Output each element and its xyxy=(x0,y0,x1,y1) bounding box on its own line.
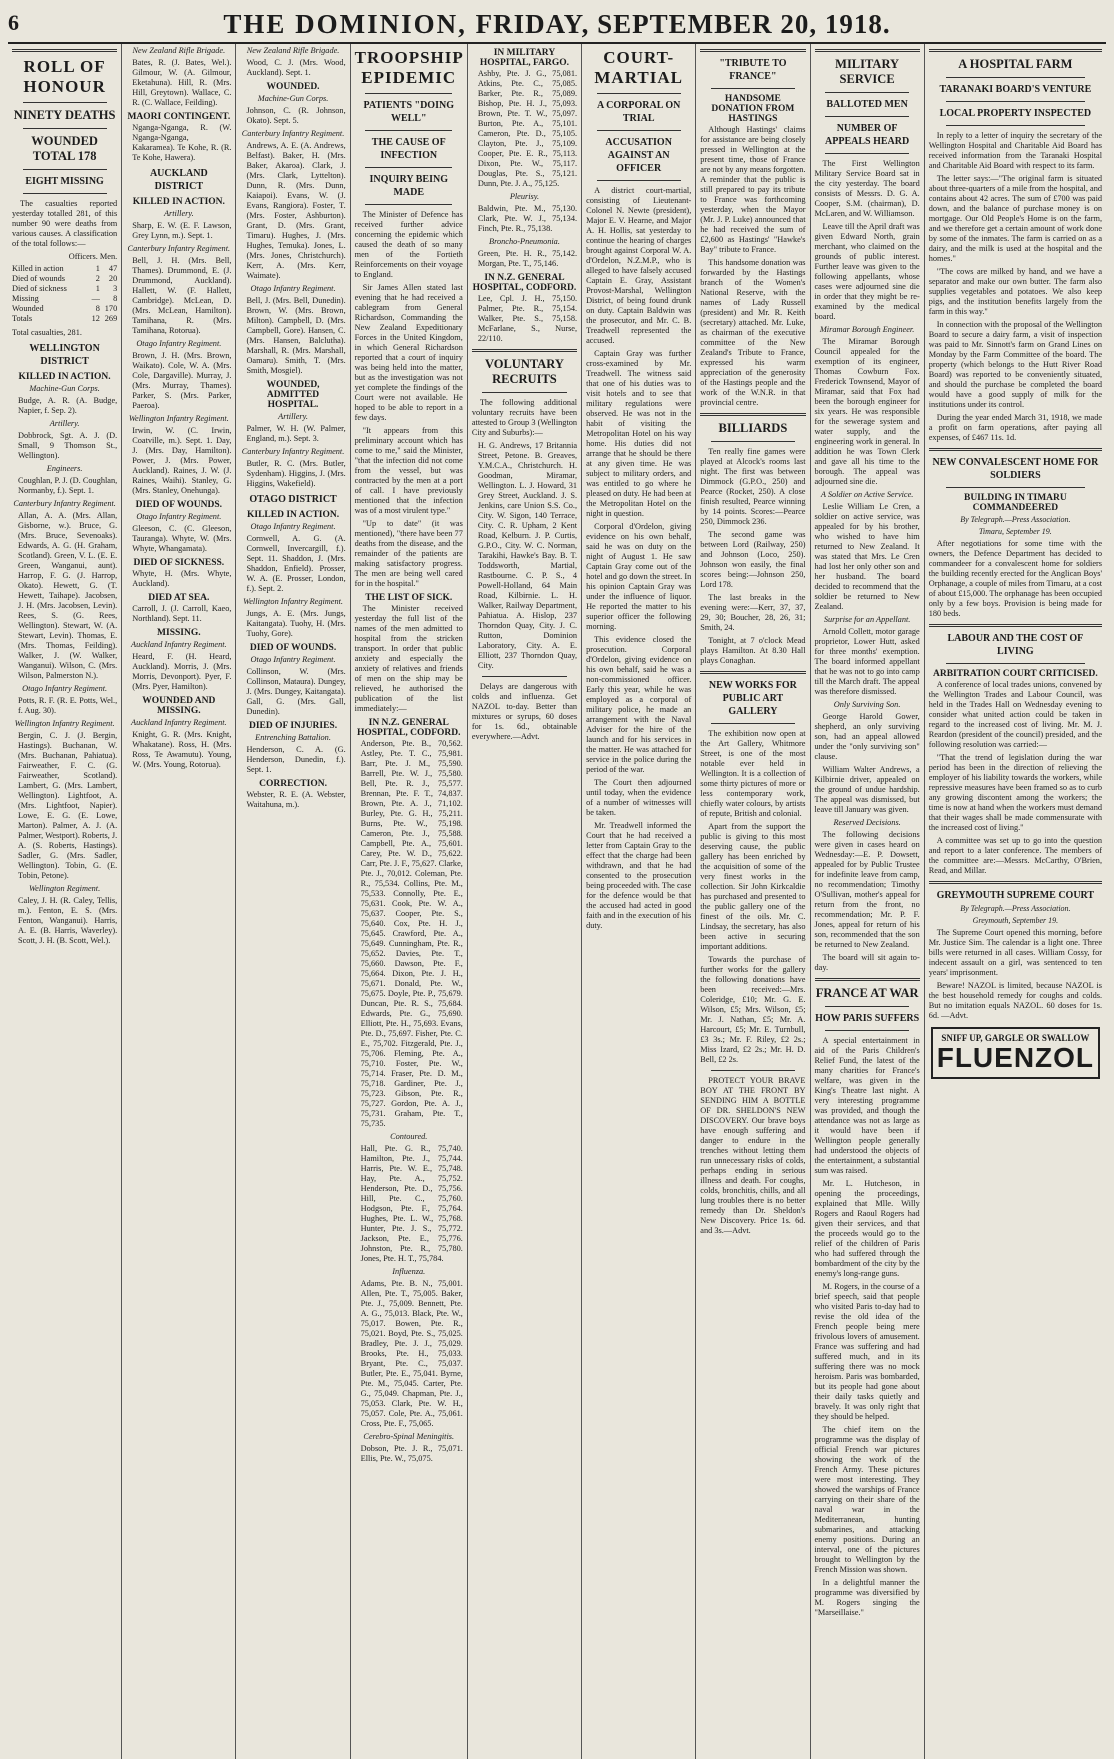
casualty-list: Johnson, C. (R. Johnson, Okato). Sept. 5. xyxy=(246,106,346,125)
illness-heading: Broncho-Pneumonia. xyxy=(489,237,560,246)
unit-heading: Artillery. xyxy=(163,209,194,218)
district-heading: WELLINGTON DISTRICT xyxy=(29,343,100,367)
convalescent-subhead: BUILDING IN TIMARU COMMANDEERED xyxy=(963,493,1067,513)
article-paragraph: During the year ended March 31, 1918, we made a profit on farm operations, after paying all expenses, of £467 11s. 1d. xyxy=(928,413,1103,442)
divider xyxy=(929,881,1102,884)
greymouth-title: GREYMOUTH SUPREME COURT xyxy=(936,890,1095,901)
casualty-list: Carroll, J. (J. Carroll, Kaeo, Northland). Sept. 11. xyxy=(132,604,232,623)
military-title: MILITARY SERVICE xyxy=(835,57,900,86)
columns xyxy=(8,44,1106,1759)
roll-title: ROLL OF HONOUR xyxy=(23,57,106,96)
page-number: 6 xyxy=(8,10,19,35)
article-paragraph: The Supreme Court opened this morning, before Mr. Justice Sim. The calendar is a light one. Three bills were returned in all cases. William Cossy, for indecent assault on a girl, was sentenced to ten years' imprisonment. xyxy=(928,928,1103,977)
military-subhead: BALLOTED MEN xyxy=(826,99,908,110)
article-paragraph: Mr. L. Hutcheson, in opening the proceedings, explained that Mlle. Willy Rogers and Raoul Rogers had given their services, and that the proceeds would go to the relief of the children of Paris who had suffered through the bombardment of the city by the enemy's long-range guns. xyxy=(814,1179,920,1278)
roll-intro: The casualties reported yesterday totalled 281, of this number 90 were deaths from various causes. A classification of the total follows:— xyxy=(12,199,118,248)
divider xyxy=(365,167,452,168)
article-paragraph: The First Wellington Military Service Board sat in the city yesterday. The board consists of Messrs. D. G. A. Cooper, S.M. (chairman), D. McLaren, and W. Williamson. xyxy=(814,159,920,218)
total-line: Total casualties, 281. xyxy=(12,328,82,337)
hospital-heading: IN N.Z. GENERAL HOSPITAL, CODFORD. xyxy=(356,718,461,738)
unit-heading: Otago Infantry Regiment. xyxy=(250,655,336,664)
hospital-subhead: LOCAL PROPERTY INSPECTED xyxy=(939,108,1092,119)
crosshead: Miramar Borough Engineer. xyxy=(819,325,915,334)
section-heading: WOUNDED. xyxy=(266,82,320,92)
roll-subhead: NINETY DEATHS xyxy=(13,108,116,122)
labour-title: LABOUR AND THE COST OF LIVING xyxy=(947,633,1084,657)
divider xyxy=(825,1006,909,1007)
article-paragraph: The chief item on the programme was the display of official French war pictures showing the work of the French Army. These pictures were most interesting. They showed the warships of France carrying on their share of the naval war in the Mediterranean, hunting submarines, and attacking enemy positions. During an interval, one of the pictures brought to Wellington by the French Mission was shown. xyxy=(814,1425,920,1574)
table-header: Officers. Men. xyxy=(68,252,118,261)
section-heading: WOUNDED, ADMITTED HOSPITAL. xyxy=(266,380,320,410)
hospital-title: A HOSPITAL FARM xyxy=(958,57,1073,71)
unit-heading: Engineers. xyxy=(46,464,83,473)
divider xyxy=(365,130,452,131)
patient-list: Dobson, Pte. J. R., 75,071. Ellis, Pte. W., 75,075. xyxy=(360,1444,463,1463)
byline: By Telegraph.—Press Association. xyxy=(960,515,1071,524)
divider xyxy=(700,49,805,52)
dateline: Timaru, September 19. xyxy=(978,527,1052,536)
court-subhead: ACCUSATION AGAINST AN OFFICER xyxy=(605,137,672,174)
unit-heading: Otago Infantry Regiment. xyxy=(250,284,336,293)
divider xyxy=(825,1030,909,1031)
column-court-continued xyxy=(695,44,809,1759)
crosshead: Reserved Decisions. xyxy=(833,818,901,827)
casualty-list: Andrews, A. E. (A. Andrews, Belfast). Baker, H. (Mrs. Baker, Akaroa). Clark, J. (Mrs. Clark, Lyttelton). Dunn, R. (Mrs. Dunn, Kaiapoi). Evans, W. (J. Evans, Rangiora). Foster, T. (Mrs. Foster, Ashburton). Grant, D. (Mrs. Grant, Timaru). Hughes, J. (Mrs. Hughes, Temuka). Jones, L. (Mrs. Jones, Christchurch). Kerr, A. (Mrs. Kerr, Waimate). xyxy=(246,141,346,280)
illness-heading: Pleurisy. xyxy=(509,192,540,201)
divider xyxy=(365,93,452,94)
row-officers: — xyxy=(91,294,100,303)
row-label: Died of sickness xyxy=(12,284,67,293)
unit-heading: Machine-Gun Corps. xyxy=(29,384,100,393)
article-paragraph: Sir James Allen stated last evening that he had received a cablegram from General Richardson, Commanding the New Zealand Expeditionary Forces in the United Kingdom, in which General Richardson reported that a court of inquiry was being held into the matter, but as the investigation was not yet complete the findings of the Court were not available. He hoped to be able to report in a few days. xyxy=(354,283,463,422)
article-paragraph: The following decisions were given in cases heard on Wednesday:—E. P. Dowsett, appealed for by Public Trustee for indefinite leave from camp, no recommendation; Timothy O'Sullivan, mother's appeal for return from the front, no recommendation; Mr. P. F. Jones, appeal for return of his son, recommended that the son be returned to New Zealand. xyxy=(814,830,920,949)
article-paragraph: A district court-martial, consisting of Lieutenant-Colonel N. Newte (president), Major E. V. Hearne, and Major A. H. Hollis, sat yesterday to continue the hearing of charges brought against Corporal W. A. d'Ordelon, N.Z.M.P., who is alleged to have falsely accused Captain E. Gray, Assistant Provost-Marshal, Wellington District, of being found drunk on duty. Captain Baldwin was the prosecutor, and Mr. C. B. Treadwell represented the accused. xyxy=(586,186,692,345)
epidemic-subhead: INQUIRY BEING MADE xyxy=(369,174,448,198)
casualty-list: Dobbrock, Sgt. A. J. (D. Small, 9 Thomson St., Wellington). xyxy=(18,431,118,460)
article-paragraph: William Walter Andrews, a Kilbirnie driver, appealed on the ground of undue hardship. The appeal was dismissed, but leave till January was given. xyxy=(814,765,920,814)
divider xyxy=(946,101,1085,102)
billiards-title: BILLIARDS xyxy=(718,421,788,435)
patient-list: Ashby, Pte. J. G., 75,081. Atkins, Pte. C., 75,085. Barker, Pte. R., 75,089. Bishop, Pte. H. J., 75,093. Brown, Pte. T. W., 75,097. Burton, Pte. A., 75,101. Cameron, Pte. D., 75,105. Clayton, Pte. J., 75,109. Cooper, Pte. E. R., 75,113. Dixon, Pte. W., 75,117. Douglas, Pte. S., 75,121. Dunn, Pte. J. A., 75,125. xyxy=(477,69,578,188)
crosshead: A Soldier on Active Service. xyxy=(820,490,914,499)
divider xyxy=(946,663,1085,664)
article-paragraph: Captain Gray was further cross-examined by Mr. Treadwell. The witness said that one of his duties was to visit hotels and to see that military regulations were observed. He was not in the habit of visiting the Metropolitan Hotel on his way home. His duties did not arrange that he should be there at any given time. He was subject to military orders, and was entitled to go where he pleased on duty. He had been at the Metropolitan Hotel on the night in question. xyxy=(586,349,692,518)
article-paragraph: In connection with the proposal of the Wellington Board to secure a dairy farm, a visit of inspection was paid to Mr. Sinnott's farm on Grand Lines on Monday by the Farm Committee of the board. The property (which belongs to the Hutt River Road Board) was reported to be conveniently situated, and should the purchase be completed the board would have a good supply of milk for the institutions under its control. xyxy=(928,320,1103,409)
article-paragraph: A special entertainment in aid of the Paris Children's Relief Fund, the latest of the many charities for France's welfare, was given in the King's Theatre last night. A very interesting programme was provided, and though the attendance was not as large as it would have been if Wellington people generally had understood the objects of the entertainment, a substantial sum was raised. xyxy=(814,1036,920,1175)
dateline: Greymouth, September 19. xyxy=(972,916,1059,925)
article-paragraph: Towards the purchase of further works for the gallery the following donations have been received:—Mrs. Coleridge, £10; Mr. G. E. Wilson, £5; Mrs. Wilson, £5; Mr. J. Nathan, £5; Mr. A. Harcourt, £5; Mr. E. Turnbull, £3 3s.; Mr. F. Riley, £2 2s.; Miss Izard, £2 2s.; Mr. H. D. Bell, £2 2s. xyxy=(700,955,806,1064)
hospital-heading: IN MILITARY HOSPITAL, FARGO. xyxy=(479,48,570,68)
article-paragraph: In reply to a letter of inquiry the secretary of the Wellington Hospital and Charitable Aid Board has received information from the Taranaki Hospital and Charitable Aid Board with respect to its farm. xyxy=(928,131,1103,170)
france-at-war-subhead: HOW PARIS SUFFERS xyxy=(815,1013,920,1024)
advertisement-text: Beware! NAZOL is limited, because NAZOL is the best household remedy for coughs and colds. But no imitation equals NAZOL. 60 doses for 1s. 6d. —Advt. xyxy=(928,981,1103,1020)
casualty-list: Potts, R. F. (R. E. Potts, Wel., f. Aug. 30). xyxy=(18,696,118,715)
divider xyxy=(700,671,805,674)
casualty-list: Whyte, H. (Mrs. Whyte, Auckland). xyxy=(132,569,232,588)
column-roll-otago xyxy=(235,44,349,1759)
divider xyxy=(929,448,1102,451)
row-men: 8 xyxy=(113,294,118,303)
district-heading: AUCKLAND DISTRICT xyxy=(149,168,208,192)
casualty-list: Gleeson, C. (C. Gleeson, Tauranga). Whyte, W. (Mrs. Whyte, Whangamata). xyxy=(132,524,232,553)
row-officers: 1 xyxy=(95,264,100,273)
france-tribute-title: "TRIBUTE TO FRANCE" xyxy=(719,58,787,82)
top-rule xyxy=(12,49,117,52)
divider xyxy=(597,93,681,94)
row-men: 269 xyxy=(104,314,118,323)
patient-list: Adams, Pte. B. N., 75,001. Allen, Pte. T., 75,005. Baker, Pte. J., 75,009. Bennett, Pte. A. G., 75,013. Black, Pte. W., 75,017. Bowen, Pte. R., 75,021. Boyd, Pte. S., 75,025. Bradley, Pte. J. J., 75,029. Brooks, Pte. H., 75,033. Bryant, Pte. C., 75,037. Butler, Pte. E., 75,041. Byrne, Pte. M., 75,045. Carter, Pte. G., 75,049. Chapman, Pte. J., 75,053. Clark, Pte. W. H., 75,057. Cole, Pte. A., 75,061. Cross, Pte. F., 75,065. xyxy=(360,1279,463,1428)
unit-heading: Wellington Infantry Regiment. xyxy=(128,414,229,423)
convalescent-title: NEW CONVALESCENT HOME FOR SOLDIERS xyxy=(932,457,1099,481)
casualty-list: Jungs, A. E. (Mrs. Jungs, Kaitangata). Tuohy, H. (Mrs. Tuohy, Gore). xyxy=(246,609,346,638)
divider xyxy=(825,92,909,93)
divider xyxy=(929,49,1102,52)
crosshead: Only Surviving Son. xyxy=(833,700,901,709)
ad-tagline: SNIFF UP, GARGLE OR SWALLOW xyxy=(941,1033,1090,1043)
unit-heading: Wellington Infantry Regiment. xyxy=(14,719,115,728)
court-subhead: A CORPORAL ON TRIAL xyxy=(597,100,681,124)
table-row xyxy=(12,294,117,304)
column-military-service xyxy=(810,44,924,1759)
column-hospital-farm xyxy=(924,44,1106,1759)
divider xyxy=(23,193,107,194)
column-court-martial xyxy=(581,44,695,1759)
section-heading: MISSING. xyxy=(157,628,201,638)
military-subhead: NUMBER OF APPEALS HEARD xyxy=(825,123,910,147)
section-heading: CORRECTION. xyxy=(259,779,327,789)
article-paragraph: After negotiations for some time with the owners, the Defence Department has decided to commandeer for a convalescent home for soldiers the building recently erected for the Anglican Boys' Orphanage, a couple of miles from Timaru, at a cost of about £15,000. The orphanage has been occupied only by a few boys. Provision is being made for 180 beds. xyxy=(928,539,1103,618)
casualty-list: Bell, J. (Mrs. Bell, Dunedin). Brown, W. (Mrs. Brown, Milton). Campbell, D. (Mrs. Campbell, Gore). Hansen, C. (Mrs. Hansen, Balclutha). Marshall, R. (Mrs. Marshall, Oamaru). Smith, T. (Mrs. Smith, Mosgiel). xyxy=(246,296,346,375)
advertisement-text: Delays are dangerous with colds and influenza. Get NAZOL to-day. Better than mixtures or syrups, 60 doses for 1s. 6d., obtainable everywhere.—Advt. xyxy=(471,682,578,741)
article-paragraph: Tonight, at 7 o'clock Mead plays Hamilton. At 8.30 Hall plays Conaghan. xyxy=(700,636,806,665)
row-men: 47 xyxy=(108,264,118,273)
unit-heading: Wellington Regiment. xyxy=(29,884,101,893)
article-paragraph: The second game was between Lord (Railway, 250) and Johnson (Loco, 250). Johnson won easily, the final scores being:—Johnson 250, Lord 178. xyxy=(700,530,806,589)
district-heading: OTAGO DISTRICT xyxy=(249,494,337,505)
volunteers-title: VOLUNTARY RECRUITS xyxy=(484,357,564,386)
art-gallery-title: NEW WORKS FOR PUBLIC ART GALLERY xyxy=(708,680,797,717)
article-paragraph: A conference of local trades unions, convened by the Wellington Trades and Labour Council, was held in the Trades Hall on Wednesday evening to consider what united action could be taken in regard to the increased cost of living. Mr. M. J. Reardon (president of the council) presided, and the following resolution was carried:— xyxy=(928,680,1103,749)
article-paragraph: "That the trend of legislation during the war period has been in the direction of relieving the employer of his liability towards the workers, while repressive measures have been framed so as to curb any growing discontent among the workers; the time is now at hand when the workers must demand that their wages shall be made commensurate with the increased cost of living." xyxy=(928,753,1103,832)
patient-list: Baldwin, Pte. M., 75,130. Clark, Pte. W. J., 75,134. Finch, Pte. R., 75,138. xyxy=(477,204,578,233)
issue-date: FRIDAY, SEPTEMBER 20, 1918. xyxy=(475,9,891,39)
row-label: Wounded xyxy=(12,304,44,313)
court-title: COURT-MARTIAL xyxy=(594,48,683,87)
article-paragraph: The board will sit again to-day. xyxy=(814,953,920,972)
article-paragraph: This evidence closed the prosecution. Corporal d'Ordelon, giving evidence on his own behalf, said he was a non-commissioned officer. Early this year, while he was employed as a corporal of military police, he made an arrangement with the Naval Adviser for the hire of the launch and for his services in the matter. He was attached for service in the police during the period of the war. xyxy=(586,635,692,774)
section-heading: DIED OF INJURIES. xyxy=(249,721,338,731)
section-heading: KILLED IN ACTION. xyxy=(18,372,111,382)
article-paragraph: George Harold Gower, shepherd, an only surviving son, had an appeal allowed under the "only surviving son" clause. xyxy=(814,712,920,761)
column-epidemic-continued xyxy=(467,44,581,1759)
row-label: Killed in action xyxy=(12,264,64,273)
masthead xyxy=(8,6,1106,44)
divider xyxy=(711,1070,795,1071)
table-row xyxy=(12,274,117,284)
patient-list: Green, Pte. H. R., 75,142. Morgan, Pte. T., 75,146. xyxy=(477,249,578,268)
patient-list: Lee, Cpl. J. H., 75,150. Palmer, Pte. R., 75,154. Walker, Pte. S., 75,158. McFarlane, S., Nurse, 22/110. xyxy=(477,294,578,343)
section-heading: MAORI CONTINGENT. xyxy=(127,112,231,122)
article-paragraph: The exhibition now open at the Art Gallery, Whitmore Street, is one of the most notable ever held in Wellington. It is a collection of some thirty pictures of more or less contemporary work, chiefly water colours, by artists of repute, British and colonial. xyxy=(700,729,806,818)
crosshead: Surprise for an Appellant. xyxy=(823,615,911,624)
casualty-list: Collinson, W. (Mrs. Collinson, Mataura). Dungey, J. (Mrs. Dungey, Kaitangata). Gall, G. (Mrs. Gall, Dunedin). xyxy=(246,667,346,716)
casualty-list: Henderson, C. A. (G. Henderson, Dunedin, f.). Sept. 1. xyxy=(246,745,346,774)
fluenzol-advertisement xyxy=(931,1027,1100,1079)
section-heading: DIED OF WOUNDS. xyxy=(135,500,222,510)
casualty-list: Sharp, E. W. (E. F. Lawson, Grey Lynn, m.). Sept. 1. xyxy=(132,221,232,240)
section-heading: WOUNDED AND MISSING. xyxy=(142,696,216,716)
divider xyxy=(365,204,452,205)
unit-heading: Otago Infantry Regiment. xyxy=(250,522,336,531)
divider xyxy=(825,116,909,117)
divider xyxy=(23,102,107,103)
column-roll-continued xyxy=(121,44,235,1759)
recruit-list: H. G. Andrews, 17 Britannia Street, Petone. B. Greaves, Y.M.C.A., Christchurch. H. Goodman, Miramar, Wellington. L. J. Howard, 31 Grey Street, Auckland. J. S. Jenkins, care Union S.S. Co., City. W. Sigon, 140 Terrace, City. C. R. Upham, 2 Kent Road, Kelburn. J. P. Curtis, G.P.O., City. W. C. Norman, Tarakihi, Hawke's Bay. B. T. Toddsworth, Martial, Rastbourne. C. P. S., 4 Powell-Holland, 64 Main Road, Kilbirnie. L. H. Walker, Railway Department, Pahiatua. A. Hislop, 237 Thorndon Quay, City. J. C. Rutton, Dominion Laboratory, City. A. E. Elliott, 237 Thorndon Quay, City. xyxy=(477,441,578,670)
article-paragraph: The Miramar Borough Council appealed for the exemption of its engineer, Thomas Cowburn Fox. Frederick Townsend, Mayor of Miramar, said that Fox had been the borough engineer for six years. He was responsible for the sewerage system and water supply, and the engineering work in general. In addition he was Town Clerk and gave all his time to the borough. The appeal was adjourned sine die. xyxy=(814,337,920,486)
divider xyxy=(700,413,805,416)
paper-name: THE DOMINION, xyxy=(223,9,467,39)
patient-list: Hall, Pte. G. R., 75,740. Hamilton, Pte. J., 75,744. Harris, Pte. W. E., 75,748. Hay, Pte. A., 75,752. Henderson, Pte. D., 75,756. Hill, Pte. C., 75,760. Hodgson, Pte. F., 75,764. Hughes, Pte. L. W., 75,768. Hunter, Pte. J. S., 75,772. Jackson, Pte. E., 75,776. Johnston, Pte. R., 75,780. Jones, Pte. H. T., 75,784. xyxy=(360,1144,463,1263)
section-heading: KILLED IN ACTION. xyxy=(246,510,340,520)
article-paragraph: M. Rogers, in the course of a brief speech, said that people who visited Paris to-day had to revise the old idea of the French people being mere frivolous lovers of amusement. France was suffering and had suffered much, and in its suffering there was no mock heroism. Paris was bombarded, but its people had gone about their daily tasks quietly and bravely. It was only right that they should be helped. xyxy=(814,1282,920,1421)
unit-heading: Canterbury Infantry Regiment. xyxy=(241,129,345,138)
divider xyxy=(482,676,566,677)
column-roll-of-honour xyxy=(8,44,121,1759)
unit-heading: Auckland Infantry Regiment. xyxy=(131,718,227,727)
unit-heading: Canterbury Infantry Regiment. xyxy=(241,447,345,456)
row-officers: 1 xyxy=(95,284,100,293)
patient-list: Anderson, Pte. B., 70,562. Astley, Pte. T. C., 75,981. Barr, Pte. J. M., 75,590. Barrell, Pte. W. J., 75,580. Bell, Pte. R. J., 75,577. Brennan, Pte. F. T., 74,837. Brown, Pte. A. J., 71,102. Burley, Pte. G. H., 75,211. Burns, Pte. W., 75,198. Cameron, Pte. J., 75,588. Campbell, Pte. A., 75,601. Carey, Pte. W. D., 75,622. Carr, Pte. J. F., 75,627. Clarke, Pte. J., 70,012. Coleman, Pte. R., 75,534. Collins, Pte. M., 75,533. Connolly, Pte. E., 75,631. Cook, Pte. W. A., 75,637. Cooper, Pte. S., 75,640. Cox, Pte. H. J., 75,645. Crawford, Pte. A., 75,649. Cunningham, Pte. R., 75,652. Davies, Pte. T., 75,660. Dawson, Pte. F., 75,664. Dixon, Pte. J. H., 75,671. Donald, Pte. W., 75,675. Doyle, Pte. P., 75,679. Duncan, Pte. R. S., 75,684. Edwards, Pte. G., 75,690. Elliott, Pte. H., 75,693. Evans, Pte. D., 75,697. Fisher, Pte. C. E., 75,702. Fitzgerald, Pte. J., 75,706. Fleming, Pte. A., 75,710. Foster, Pte. W., 75,714. Fraser, Pte. D. M., 75,718. Gardiner, Pte. J., 75,723. Gibson, Pte. R., 75,727. Gordon, Pte. A. J., 75,731. Graham, Pte. T., 75,735. xyxy=(360,739,463,1128)
unit-heading: Otago Infantry Regiment. xyxy=(136,512,222,521)
divider xyxy=(946,125,1085,126)
casualty-list: Palmer, W. H. (W. Palmer, England, m.). Sept. 3. xyxy=(246,424,346,443)
casualty-list: Irwin, W. (C. Irwin, Coatville, m.). Sept. 1. Day, J. (Mrs. Day, Hamilton). Power, J. (Mrs. Power, Auckland). Raines, J. W. (J. Raines, Waihi). Stanley, G. (Mrs. Stanley, Onehunga). xyxy=(132,426,232,495)
divider xyxy=(946,77,1085,78)
article-paragraph: In a delightful manner the programme was diversified by M. Rogers singing the "Marseillaise." xyxy=(814,1578,920,1617)
column-troopship-epidemic xyxy=(350,44,467,1759)
row-label: Totals xyxy=(12,314,33,323)
article-paragraph: "The cows are milked by hand, and we have a separator and make our own butter. The farm also supplies vegetables and potatoes. We also keep pigs, and the institution benefits largely from the farm in this way." xyxy=(928,267,1103,316)
labour-subhead: ARBITRATION COURT CRITICISED. xyxy=(932,669,1098,679)
france-tribute-subhead: HANDSOME DONATION FROM HASTINGS xyxy=(711,94,795,124)
row-label: Died of wounds xyxy=(12,274,66,283)
divider xyxy=(23,128,107,129)
casualty-list: Coughlan, P. J. (D. Coughlan, Normanby, f.). Sept. 1. xyxy=(18,476,118,495)
epidemic-title: TROOPSHIP EPIDEMIC xyxy=(354,48,464,87)
france-at-war-title: FRANCE AT WAR xyxy=(815,986,919,1000)
article-paragraph: The Court then adjourned until today, when the evidence of a number of witnesses will be taken. xyxy=(586,778,692,817)
unit-heading: Otago Infantry Regiment. xyxy=(136,339,222,348)
casualty-list: Brown, J. H. (Mrs. Brown, Waikato). Cole, W. A. (Mrs. Cole, Dargaville). Murray, J. (Mrs. Murray, Thames). Parker, S. (Mrs. Parker, Paeroa). xyxy=(132,351,232,410)
casualty-list: Bates, R. (J. Bates, Wel.). Gilmour, W. (A. Gilmour, Eketahuna). Hill, R. (Mrs. Hill, Greytown). Wallace, C. R. (C. Wallace, Feilding). xyxy=(132,58,232,107)
section-heading: DIED OF WOUNDS. xyxy=(249,643,337,653)
article-paragraph: Although Hastings' claims for assistance are being closely pressed in Wellington at the present time, those of France are not by any means forgotten. A reminder that the public is still prepared to pay its tribute to France was forthcoming yesterday, when the Mayor (Mr. J. P. Luke) announced that he had received the sum of £2,600 as Hastings' "Hawke's Bay" tribute to France. xyxy=(700,125,806,254)
ad-brand: FLUENZOL xyxy=(936,1042,1095,1073)
divider xyxy=(825,153,909,154)
article-paragraph: Corporal d'Ordelon, giving evidence on his own behalf, said he was on duty on the night of August 1. He saw Captain Gray come out of the hotel and go down the street. In his opinion Captain Gray was under the influence of liquor. He reported the matter to his superior officer the following morning. xyxy=(586,522,692,631)
epidemic-subhead: THE CAUSE OF INFECTION xyxy=(371,137,446,161)
casualty-list: Caley, J. H. (R. Caley, Tellis, m.). Fenton, E. S. (Mrs. Fenton, Wanganui). Harris, A. E. (B. Harris, Waverley). Scott, J. H. (B. Scott, Wel.). xyxy=(18,896,118,945)
casualty-list: Cornwell, A. G. (A. Cornwell, Invercargill, f.). Sept. 11. Shaddon, J. (Mrs. Shaddon, Enfield). Prosser, W. A. (E. Prosser, London, f.). Sept. 2. xyxy=(246,534,346,593)
unit-heading: New Zealand Rifle Brigade. xyxy=(246,46,340,55)
unit-heading: Wellington Infantry Regiment. xyxy=(243,597,344,606)
unit-heading: Artillery. xyxy=(278,412,308,421)
article-paragraph: Apart from the support the public is giving to this most deserving cause, the public gallery has been enriched by the acquisition of some of the very finest works in the collection. Sir John Kirkcaldie has purchased and presented to the public gallery one of the finest of the oils. Mr. C. Lindsay, the secretary, has also been active in securing important additions. xyxy=(700,822,806,951)
newspaper-title xyxy=(8,9,1106,40)
casualty-list: Butler, R. C. (Mrs. Butler, Sydenham). Higgins, J. (Mrs. Higgins, Wakefield). xyxy=(246,459,346,488)
casualty-list: Budge, A. R. (A. Budge, Napier, f. Sep. 2). xyxy=(18,396,118,415)
hospital-heading: IN N.Z. GENERAL HOSPITAL, CODFORD. xyxy=(472,273,577,293)
unit-heading: Canterbury Infantry Regiment. xyxy=(127,244,231,253)
unit-heading: Machine-Gun Corps. xyxy=(257,94,329,103)
casualty-list: Allan, A. A. (Mrs. Allan, Gisborne, w.). Bruce, G. (Mrs. Bruce, Sevenoaks). Edwards, A. G. (H. Graham, Scotland). Green, V. L. (E. E. Green, Wanganui, aunt). Harrop, F. G. (J. Harrop, Okato). Hewett, G. (T. Hewett, Taihape). Jacobsen, J. H. (Mrs. Jacobsen, Levin). Rees, S. (G. Rees, Wellington). Stewart, W. (A. Stewart, Levin). Thomas, E. (Mrs. Thomas, Feilding). Walker, J. (W. Walker, Wanganui). Wilson, C. (Mrs. Wilson, Palmerston N.). xyxy=(18,511,118,680)
divider xyxy=(711,88,795,89)
casualty-list: Heard, F. (H. Heard, Auckland). Morris, J. (Mrs. Morris, Devonport). Pyer, F. (Mrs. Pyer, Hamilton). xyxy=(132,652,232,691)
divider xyxy=(472,349,577,352)
article-paragraph: Leave till the April draft was given Edward North, grain merchant, who claimed on the grounds of public interest. Further leave was given to the following appellants, whose cases were adjourned sine die in order that they might be re-examined by the medical board. xyxy=(814,222,920,321)
roll-subhead: WOUNDED TOTAL 178 xyxy=(31,134,98,163)
table-row xyxy=(12,304,117,314)
illness-heading: Influenza. xyxy=(392,1267,426,1276)
section-heading: KILLED IN ACTION. xyxy=(132,197,225,207)
row-men: 170 xyxy=(104,304,118,313)
divider xyxy=(597,130,681,131)
section-heading: DIED AT SEA. xyxy=(148,593,210,603)
article-paragraph: The last breaks in the evening were:—Kerr, 37, 37, 29, 30; Boucher, 28, 26, 31; Smith, 24. xyxy=(700,593,806,632)
divider xyxy=(815,978,920,981)
row-men: 3 xyxy=(113,284,118,293)
article-paragraph: Arnold Collett, motor garage proprietor, Lower Hutt, asked for three months' exemption. The board informed appellant that he was not to go into camp till the March draft. The appeal was therefore dismissed. xyxy=(814,627,920,696)
article-paragraph: Ten really fine games were played at Alcock's rooms last night. The first was between Dimmock (G.P.O., 250) and Pearce (Rocket, 250). A close finish resulted, Pearce winning by 14 points. Scores:—Pearce 250, Dimmock 236. xyxy=(700,447,806,526)
casualty-list: Bergin, C. J. (J. Bergin, Hastings). Buchanan, W. (Mrs. Buchanan, Pahiatua). Fairweather, F. C. (G. Fairweather, Scotland). Lambert, G. (Mrs. Lambert, Wellington). Lightfoot, A. (Mrs. Lightfoot, Napier). Lowe, E. G. (E. Lowe, Marton). Palmer, A. J. (A. Palmer, Westport). Roberts, J. A. (S. Roberts, Hastings). Sadler, G. (Mrs. Sadler, Wellington). Tobin, G. (E. Tobin, Petone). xyxy=(18,731,118,880)
casualty-list: Webster, R. E. (A. Webster, Waitahuna, m.). xyxy=(246,790,346,809)
casualty-list: Knight, G. R. (Mrs. Knight, Whakatane). Ross, H. (Mrs. Ross, Te Awamutu). Young, W. (Mrs. Young, Rotorua). xyxy=(132,730,232,769)
divider xyxy=(597,180,681,181)
divider xyxy=(23,169,107,170)
article-paragraph: A committee was set up to go into the question and report to a later conference. The members of the committee are:—Messrs. McCarthy, O'Brien, Read, and Millar. xyxy=(928,836,1103,875)
divider xyxy=(946,487,1085,488)
casualty-table xyxy=(12,264,117,324)
article-paragraph: Leslie William Le Cren, a soldier on active service, was appealed for by his brother, who wished to have him returned to New Zealand. It was stated that Mrs. Le Cren had lost her only other son and her husband. The board decided to recommend that the soldier be returned to New Zealand. xyxy=(814,502,920,611)
divider xyxy=(482,392,566,393)
unit-heading: New Zealand Rifle Brigade. xyxy=(132,46,226,55)
casualty-list: Bell, J. H. (Mrs. Bell, Thames). Drummond, E. (J. Drummond, Auckland). Hallett, W. (F. Hallett, Cambridge). McLean, D. (Mrs. McLean, Hamilton). Tamihana, R. (Mrs. Tamihana, Rotorua). xyxy=(132,256,232,335)
article-paragraph: The following additional voluntary recruits have been attested to Group 3 (Wellington City and Suburbs):— xyxy=(471,398,578,437)
table-row xyxy=(12,284,117,294)
article-paragraph: The Minister received yesterday the full list of the names of the men admitted to hospital from the stricken transport. In order that public anxiety and especially the anxiety of relatives and friends of men on the ship may be relieved, he authorised the publication of the list immediately:— xyxy=(354,604,463,713)
row-officers: 2 xyxy=(95,274,100,283)
section-heading: DIED OF SICKNESS. xyxy=(133,558,225,568)
row-officers: 8 xyxy=(95,304,100,313)
article-paragraph: The Minister of Defence has received further advice concerning the epidemic which caused the death of so many men of the Fortieth Reinforcements on their voyage to England. xyxy=(354,210,463,279)
article-paragraph: "It appears from this preliminary account which has come to me," said the Minister, "that the infection did not come from the vessel, but was contracted by the men at a port of call. I have previously mentioned that the infection was of a most virulent type." xyxy=(354,426,463,515)
unit-heading: Otago Infantry Regiment. xyxy=(22,684,108,693)
unit-heading: Canterbury Infantry Regiment. xyxy=(13,499,116,508)
divider xyxy=(815,49,920,52)
roll-subhead: EIGHT MISSING xyxy=(25,176,104,187)
article-paragraph: The letter says:—"The original farm is situated about three-quarters of a mile from the hospital, and contains about 42 acres. The sum of £700 was paid down, and the balance of purchase money is on mortgage. Our Old People's Home is on the farm, and we therefore get a certain amount of work done by some of the inmates. The farm is carried on as a dairy, and the milk is used at the hospital and the homes." xyxy=(928,174,1103,263)
illness-heading: Cerebro-Spinal Meningitis. xyxy=(363,1432,455,1441)
epidemic-subhead: PATIENTS "DOING WELL" xyxy=(363,100,454,124)
article-paragraph: Mr. Treadwell informed the Court that he had received a letter from Captain Gray to the effect that the charge had been withdrawn, and that he had consented to the prosecution being proceeded with. The case for the defence would be that the accused had acted in good faith and in the execution of his duty. xyxy=(586,821,692,930)
unit-heading: Auckland Infantry Regiment. xyxy=(131,640,227,649)
unit-heading: Artillery. xyxy=(49,419,80,428)
divider xyxy=(929,624,1102,627)
article-paragraph: This handsome donation was forwarded by the Hastings branch of the Women's National Reserve, with the names of Lady Russell (president) and Mr. R. Keith (secretary) attached. Mr. Luke, as chairman of the executive committee of the New Zealand's Tribute to France, expressed his warm appreciation of the generosity of the Hastings people and the work of the W.N.R. in that provincial centre. xyxy=(700,258,806,407)
casualty-list: Wood, C. J. (Mrs. Wood, Auckland). Sept. 1. xyxy=(246,58,346,77)
divider xyxy=(711,723,795,724)
row-officers: 12 xyxy=(91,314,100,323)
divider xyxy=(711,441,795,442)
section-heading: THE LIST OF SICK. xyxy=(365,593,453,603)
table-row xyxy=(12,264,117,274)
byline: By Telegraph.—Press Association. xyxy=(960,904,1071,913)
advertisement-text: PROTECT YOUR BRAVE BOY AT THE FRONT BY SENDING HIM A BOTTLE OF DR. SHELDON'S NEW DISCOVERY. Our brave boys have enough suffering and danger to endure in the trenches without letting them run unnecessary risks of colds, perhaps ending in serious illness and death. For coughs, colds, bronchitis, chills, and all lung troubles there is no better remedy than Dr. Sheldon's New Discovery. Price 1s. 6d. and 3s.—Advt. xyxy=(700,1076,806,1235)
illness-heading: Contoured. xyxy=(390,1132,428,1141)
hospital-subhead: TARANAKI BOARD'S VENTURE xyxy=(939,84,1092,95)
row-men: 20 xyxy=(108,274,118,283)
casualty-list: Nganga-Nganga, R. (W. Nganga-Nganga, Kakaramea). Te Kohe, R. (R. Te Kohe, Hawera). xyxy=(132,123,232,162)
article-paragraph: "Up to date" (it was mentioned), "there have been 77 deaths from the disease, and the remainder of the patients are making satisfactory progress. The men are being well cared for in the hospital." xyxy=(354,519,463,588)
table-row xyxy=(12,314,117,324)
row-label: Missing xyxy=(12,294,39,303)
unit-heading: Entrenching Battalion. xyxy=(255,733,331,742)
